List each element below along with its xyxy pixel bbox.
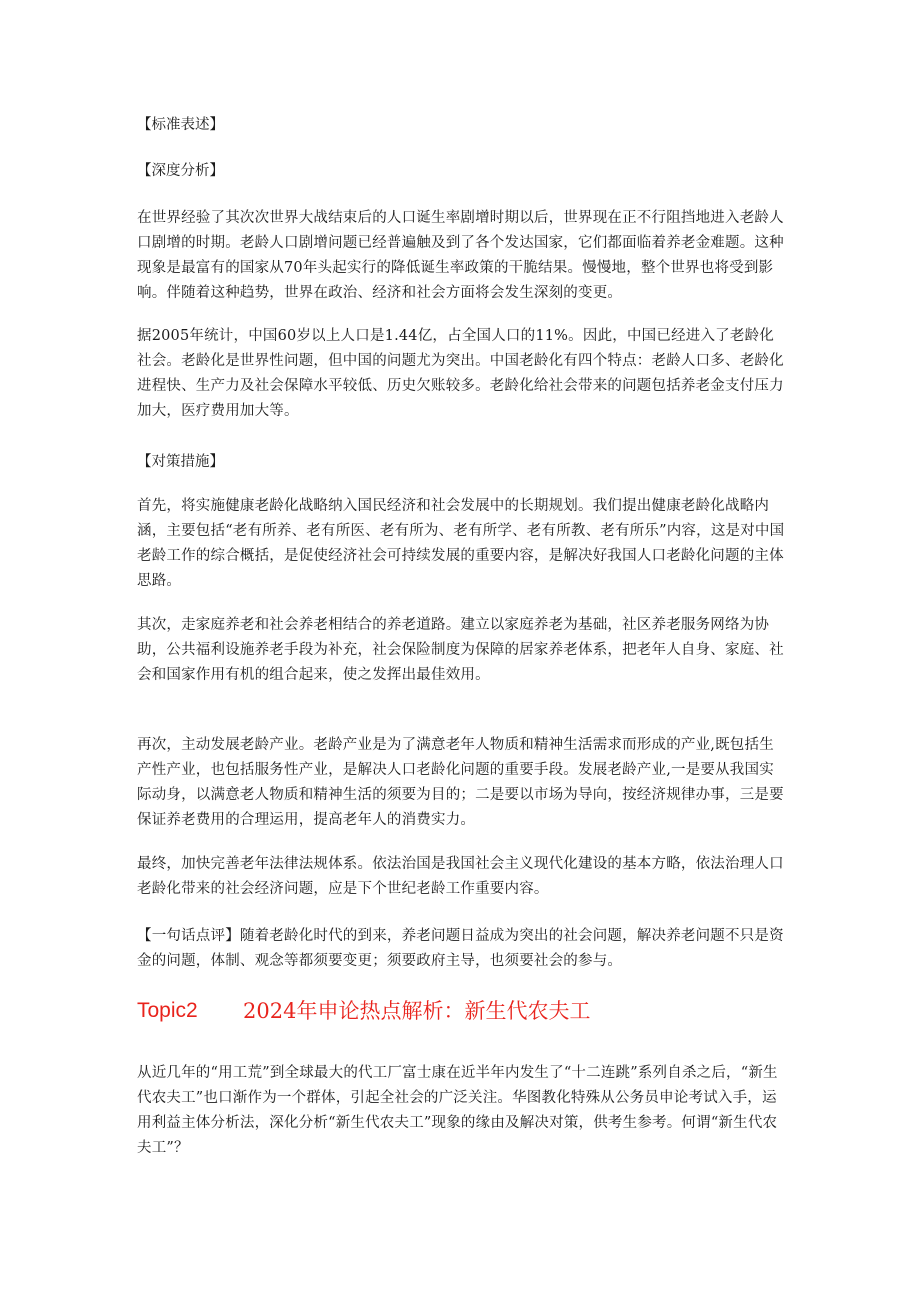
paragraph-measures-1: 首先，将实施健康老龄化战略纳入国民经济和社会发展中的长期规划。我们提出健康老龄化战略内涵，主要包括“老有所养、老有所医、老有所为、老有所学、老有所教、老有所乐”内容，这是对中国老龄工作的综合概括，是促使经济社会可持续发展的重要内容，是解决好我国人口老龄化问题的主体思路。 — [137, 498, 785, 589]
paragraph-comment: 【一句话点评】随着老龄化时代的到来，养老问题日益成为突出的社会问题，解决养老问题不只是资金的问题，体制、观念等都须要变更；须要政府主导，也须要社会的参与。 — [137, 928, 784, 969]
paragraph-analysis-1: 在世界经验了其次次世界大战结束后的人口诞生率剧增时期以后，世界现在正不行阻挡地进入老龄人口剧增的时期。老龄人口剧增问题已经普遍触及到了各个发达国家，它们都面临着养老金难题。这种现象是最富有的国家从70年头起实行的降低诞生率政策的干脆结果。慢慢地，整个世界也将受到影响。伴随着这种趋势，世界在政治、经济和社会方面将会发生深刻的变更。 — [137, 210, 784, 301]
heading-measures: 【对策措施】 — [137, 454, 224, 470]
heading-standard: 【标准表述】 — [137, 117, 224, 133]
topic-heading — [137, 994, 817, 1028]
paragraph-measures-3: 再次，主动发展老龄产业。老龄产业是为了满意老年人物质和精神生活需求而形成的产业,既包括生产性产业，也包括服务性产业，是解决人口老龄化问题的重要手段。发展老龄产业,一是要从我国实际动身，以满意老人物质和精神生活的须要为目的；二是要以市场为导向，按经济规律办事，三是要保证养老费用的合理运用，提高老年人的消费实力。 — [137, 737, 784, 828]
paragraph-measures-2: 其次，走家庭养老和社会养老相结合的养老道路。建立以家庭养老为基础，社区养老服务网络为协助，公共福利设施养老手段为补充，社会保险制度为保障的居家养老体系，把老年人自身、家庭、社会和国家作用有机的组合起来，使之发挥出最佳效用。 — [137, 617, 784, 683]
paragraph-measures-4: 最终，加快完善老年法律法规体系。依法治国是我国社会主义现代化建设的基本方略，依法治理人口老龄化带来的社会经济问题，应是下个世纪老龄工作重要内容。 — [137, 856, 784, 897]
topic-label: Topic2 — [137, 999, 198, 1022]
paragraph-analysis-2: 据2005年统计，中国60岁以上人口是1.44亿，占全国人口的11%。因此，中国已经进入了老龄化社会。老龄化是世界性问题，但中国的问题尤为突出。中国老龄化有四个特点：老龄人口多、老龄化进程快、生产力及社会保障水平较低、历史欠账较多。老龄化给社会带来的问题包括养老金支付压力加大，医疗费用加大等。 — [137, 328, 784, 419]
paragraph-topic-intro: 从近几年的“用工荒”到全球最大的代工厂富士康在近半年内发生了“十二连跳”系列自杀之后，“新生代农夫工”也口渐作为一个群体，引起全社会的广泛关注。华图教化特殊从公务员申论考试入手，运用利益主体分析法，深化分析“新生代农夫工”现象的缘由及解决对策，供考生参考。何谓“新生代农夫工”？ — [137, 1065, 778, 1156]
topic-title: 2024年申论热点解析：新生代农夫工 — [243, 999, 591, 1023]
heading-analysis: 【深度分析】 — [137, 163, 224, 179]
